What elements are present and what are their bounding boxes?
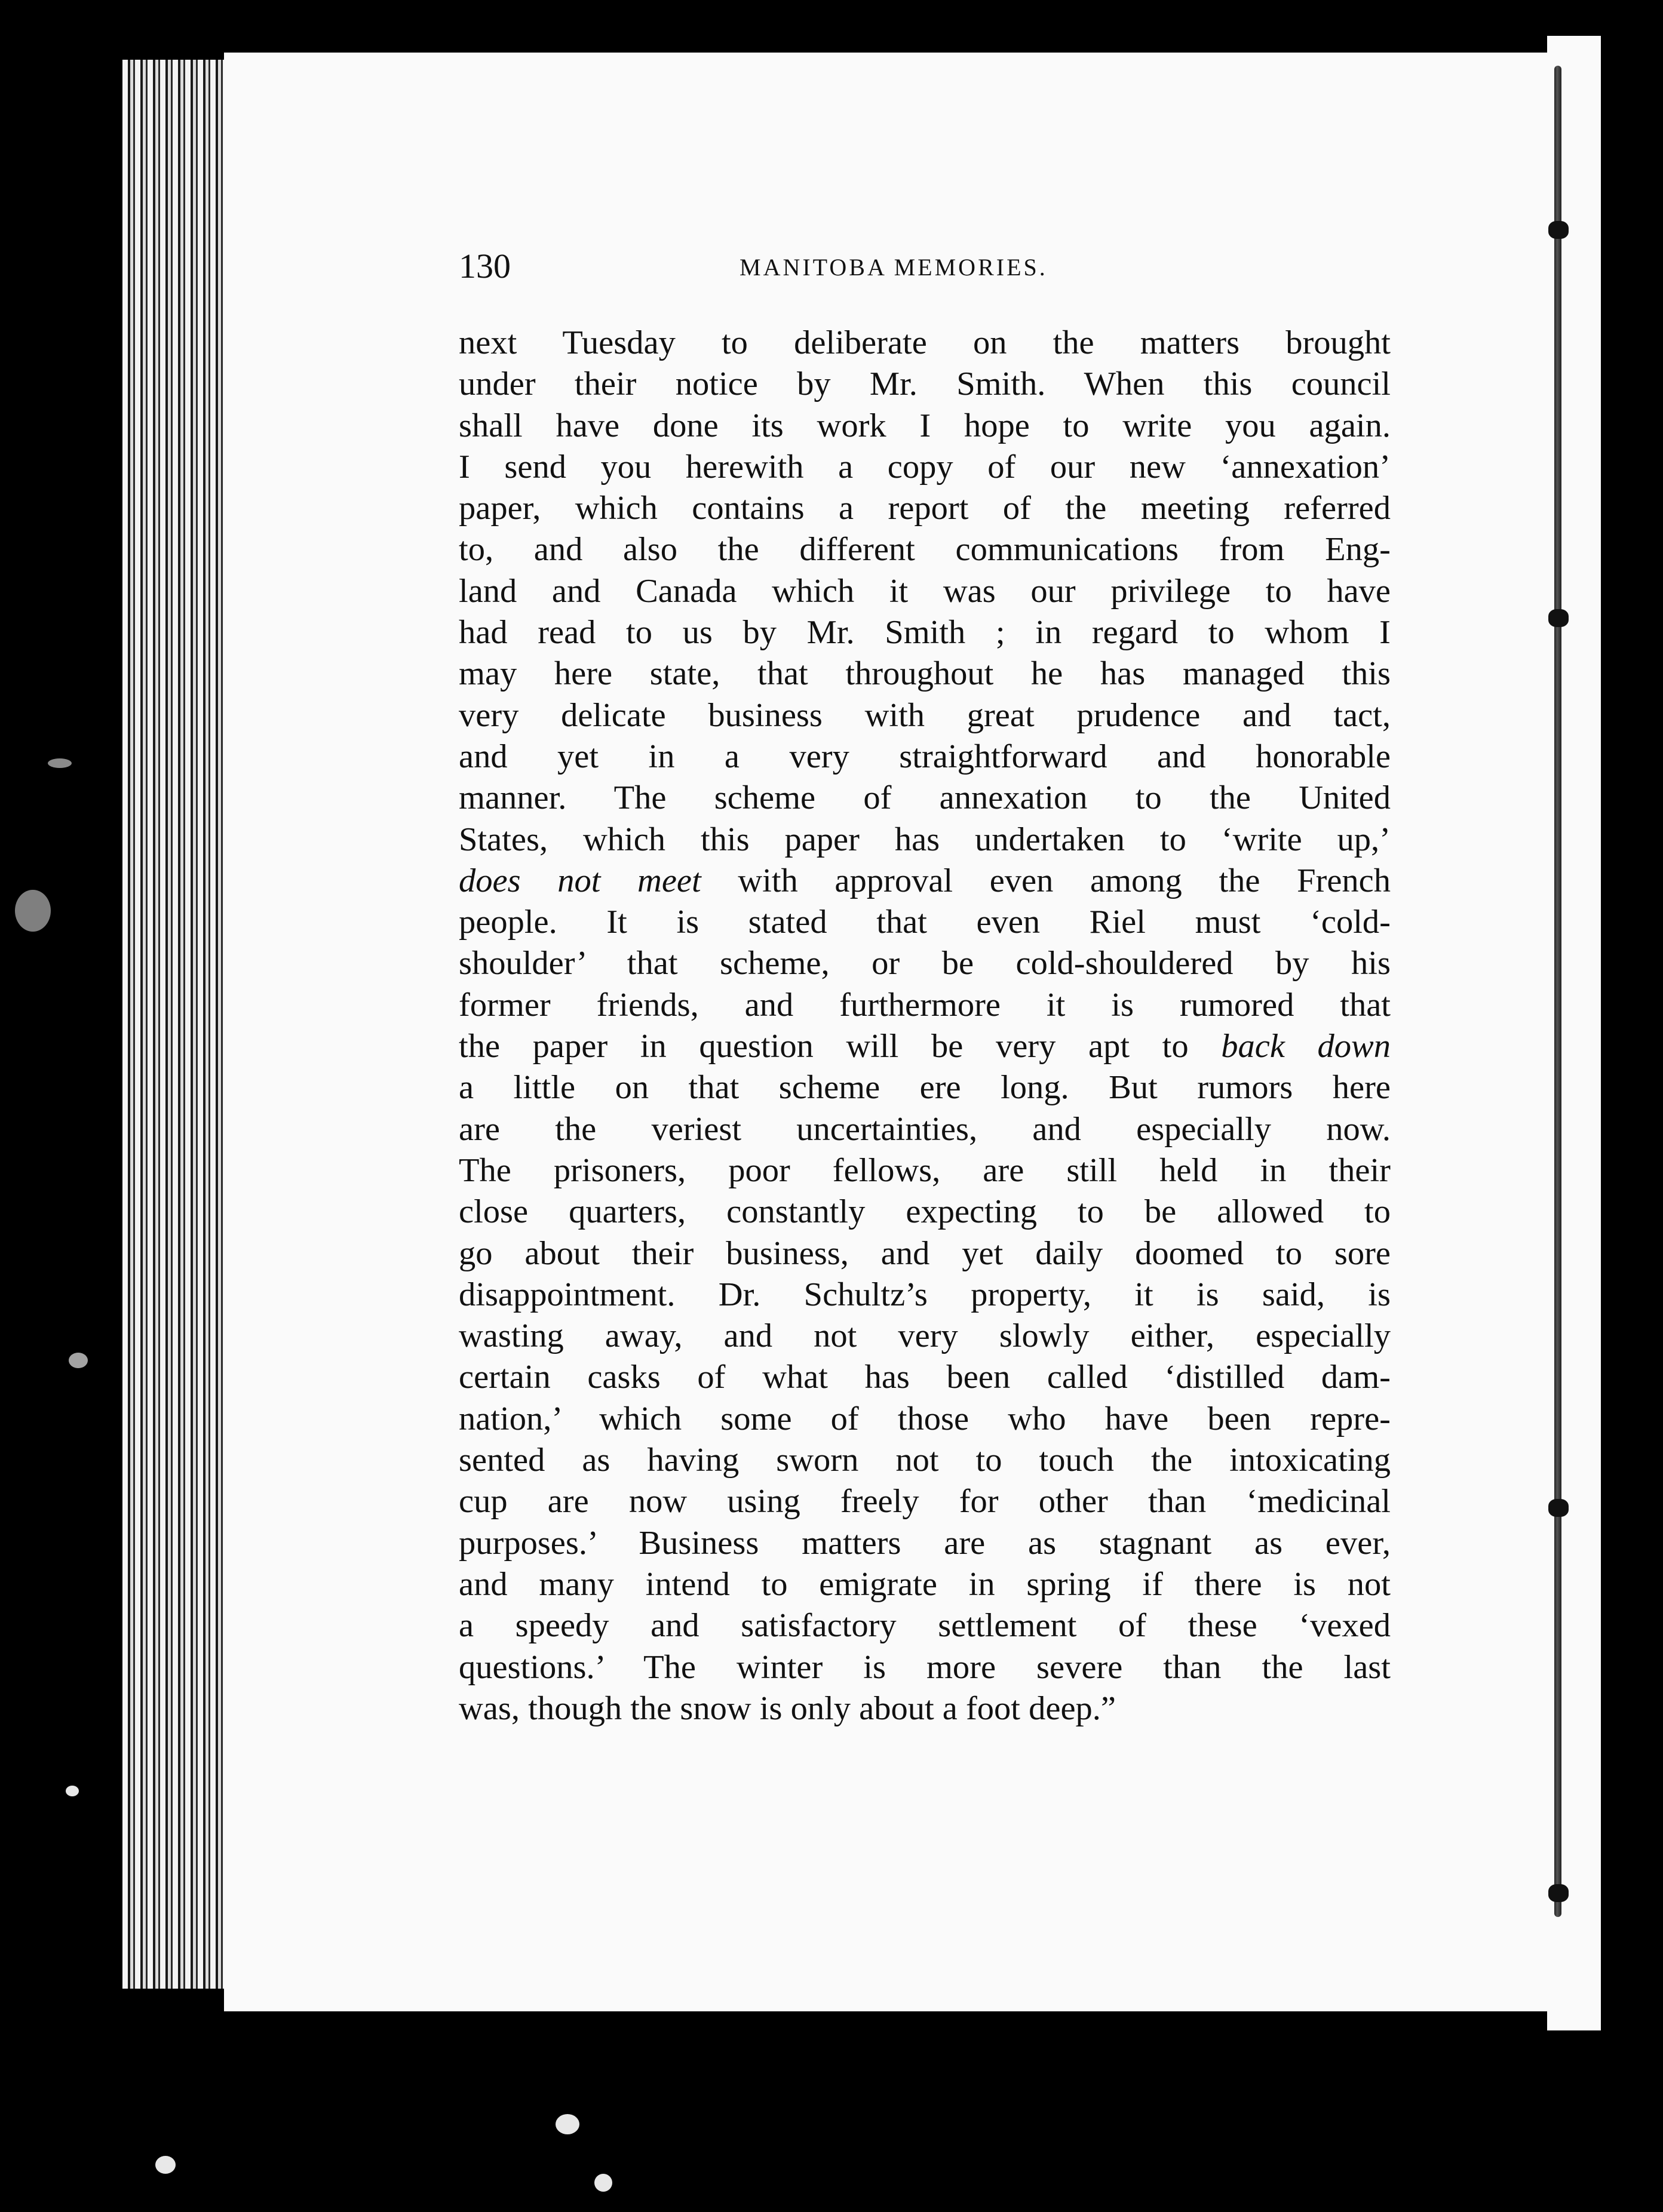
text-line [459,1481,1391,1522]
text-line [459,736,1391,778]
text-line [459,447,1391,488]
text-line [459,1067,1391,1108]
text-line [459,902,1391,943]
line-text: close quarters, constantly expecting to be allowed to [459,1193,1391,1231]
running-head: MANITOBA MEMORIES. [740,254,1048,281]
page-header [459,246,1110,294]
italic-phrase: does not meet [459,862,701,899]
line-text: and yet in a very straightforward and honorable [459,738,1391,775]
scan-speck [48,758,72,768]
text-line [459,778,1391,819]
line-text: land and Canada which it was our privilege to have [459,572,1391,610]
line-text: very delicate business with great prudence and tact, [459,696,1391,734]
text-line [459,364,1391,405]
line-text: sented as having sworn not to touch the intoxicating [459,1442,1391,1479]
line-text: under their notice by Mr. Smith. When this council [459,365,1391,403]
line-text: States, which this paper has undertaken to ‘write up,’ [459,821,1391,858]
line-text: certain casks of what has been called ‘distilled dam- [459,1359,1391,1396]
text-line [459,695,1391,736]
text-line [459,1523,1391,1564]
line-text: had read to us by Mr. Smith ; in regard to whom I [459,614,1391,652]
line-text: disappointment. Dr. Schultz’s property, it is said, is [459,1276,1391,1313]
binding-knot [1548,1884,1569,1902]
line-text: nation,’ which some of those who have been repre- [459,1400,1391,1437]
line-text: the paper in question will be very apt to [459,1028,1222,1065]
body-text [459,322,1391,1729]
page-number: 130 [459,247,511,285]
line-text: a little on that scheme ere long. But rumors here [459,1069,1391,1107]
line-text: and many intend to emigrate in spring if there is not [459,1565,1391,1603]
text-line [459,1647,1391,1688]
text-line [459,1274,1391,1316]
text-line [459,322,1391,364]
line-text: cup are now using freely for other than ‘medicinal [459,1483,1391,1520]
text-line [459,405,1391,447]
line-text: next Tuesday to deliberate on the matters brought [459,324,1391,361]
scan-speck [69,1353,88,1368]
line-text: former friends, and furthermore it is rumored that [459,986,1391,1024]
line-text: to, and also the different communications from Eng- [459,531,1391,569]
text-line [459,1605,1391,1646]
binding-knot [1548,1499,1569,1517]
line-text: purposes.’ Business matters are as stagnant as ever, [459,1524,1391,1562]
text-line [459,1564,1391,1605]
text-line [459,1440,1391,1481]
text-line [459,488,1391,529]
text-line [459,1026,1391,1067]
line-text: questions.’ The winter is more severe than the last [459,1648,1391,1686]
text-line [459,529,1391,570]
scan-speck [155,2156,176,2174]
line-text: shoulder’ that scheme, or be cold-shouldered by his [459,945,1391,982]
scan-speck [556,2114,579,2134]
page-edges [122,60,227,1989]
text-line [459,612,1391,653]
text-line [459,1191,1391,1233]
text-line [459,819,1391,861]
line-text: paper, which contains a report of the meeting referred [459,490,1391,527]
text-line [459,1316,1391,1357]
text-line [459,571,1391,612]
scan-speck [66,1786,79,1796]
text-line [459,861,1391,902]
line-text: with approval even among the French [701,862,1391,899]
text-line [459,1357,1391,1398]
line-text: people. It is stated that even Riel must ‘cold- [459,904,1391,941]
line-text: The prisoners, poor fellows, are still held in their [459,1151,1391,1189]
line-text: are the veriest uncertainties, and especially now. [459,1110,1391,1148]
text-line [459,1688,1391,1729]
text-line [459,1109,1391,1150]
text-line [459,943,1391,984]
binding-thread [1554,66,1561,1917]
line-text: was, though the snow is only about a foot deep.” [459,1689,1116,1727]
scan-speck [15,890,51,932]
italic-phrase: back down [1221,1028,1391,1065]
binding-knot [1548,609,1569,627]
line-text: manner. The scheme of annexation to the United [459,779,1391,817]
line-text: go about their business, and yet daily doomed to sore [459,1234,1391,1272]
line-text: may here state, that throughout he has managed this [459,655,1391,693]
scan-speck [594,2174,612,2192]
line-text: I send you herewith a copy of our new ‘annexation’ [459,448,1391,486]
line-text: wasting away, and not very slowly either, especially [459,1317,1391,1355]
text-line [459,653,1391,695]
text-line [459,1150,1391,1191]
text-line [459,985,1391,1026]
binding-knot [1548,221,1569,239]
line-text: a speedy and satisfactory settlement of these ‘vexed [459,1607,1391,1645]
text-line [459,1399,1391,1440]
text-line [459,1233,1391,1274]
line-text: shall have done its work I hope to write you again. [459,407,1391,444]
